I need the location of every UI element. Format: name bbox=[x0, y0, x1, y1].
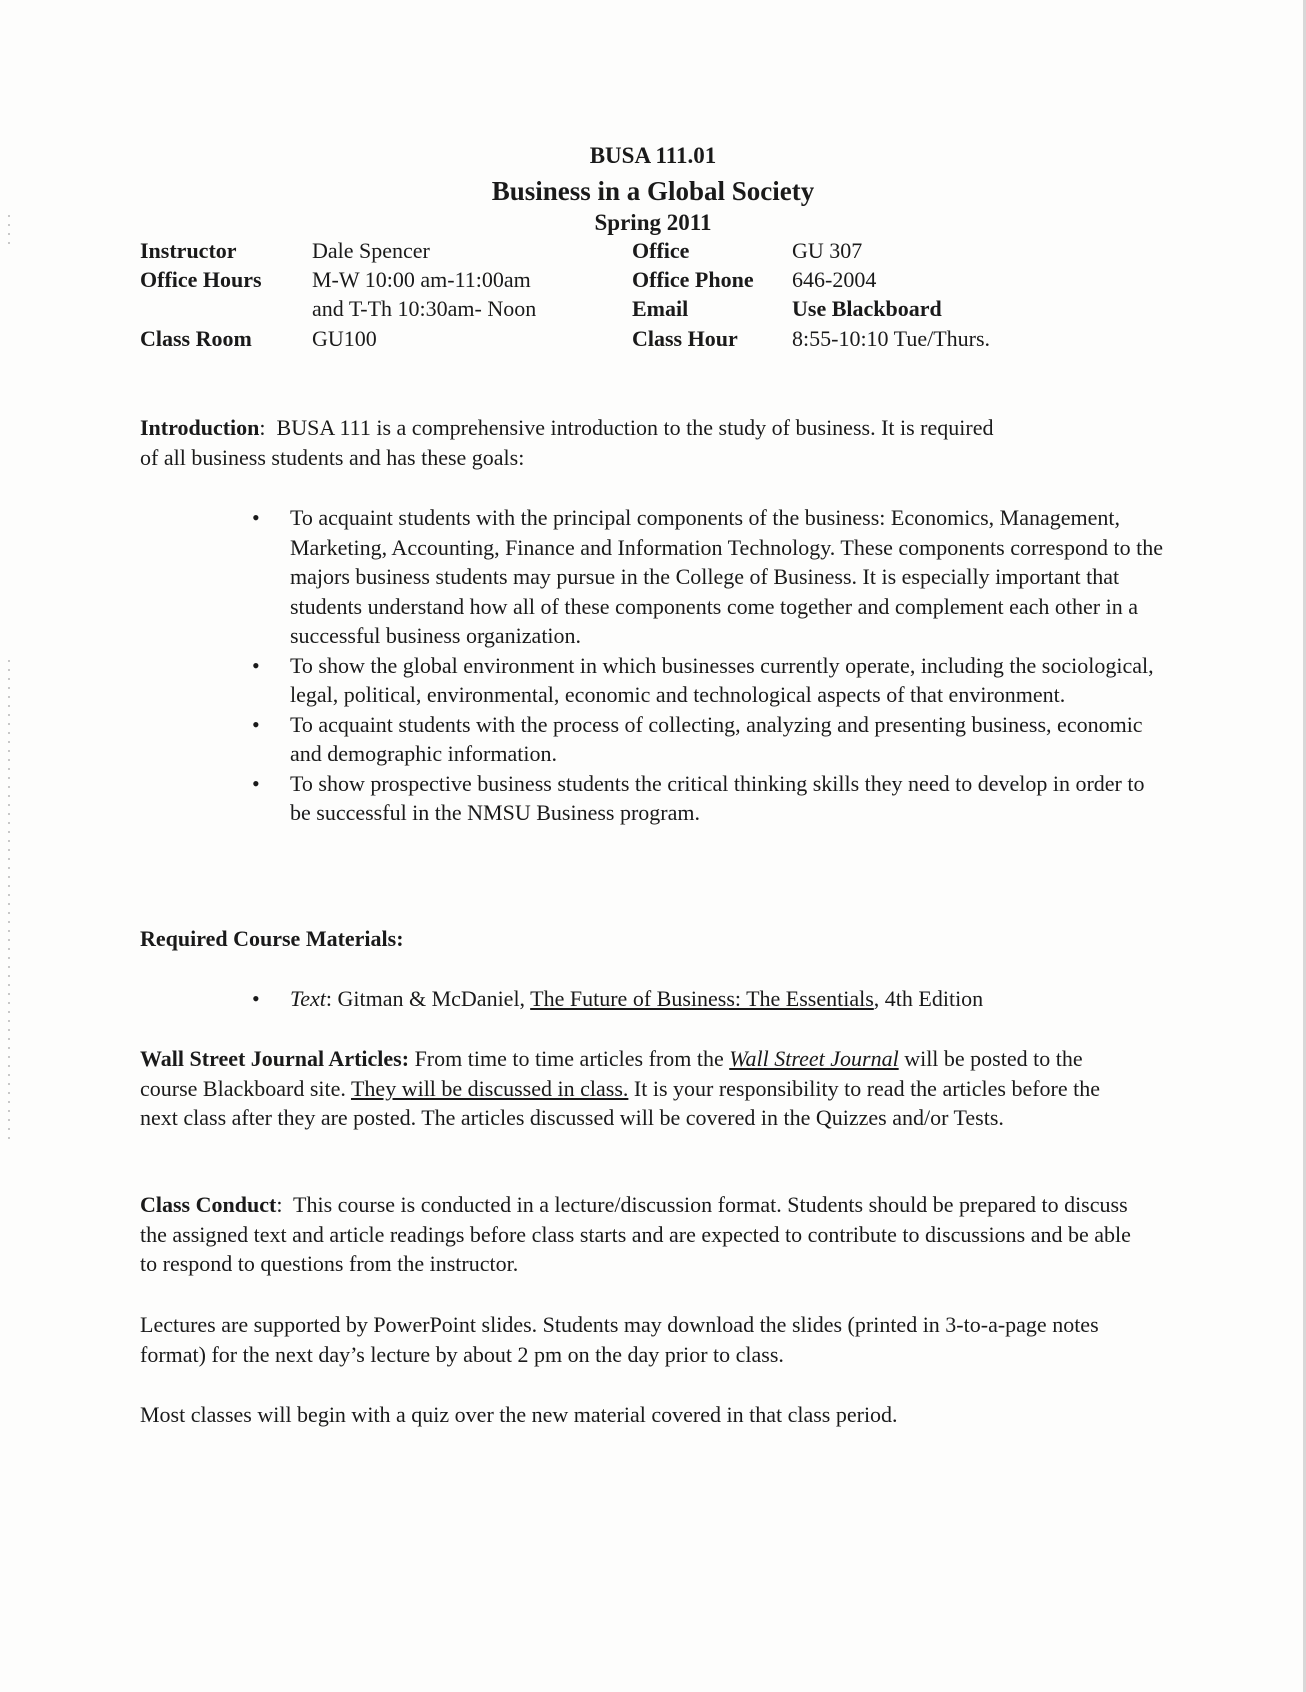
goals-list bbox=[250, 503, 1170, 828]
instructor-label: Instructor bbox=[140, 238, 237, 263]
introduction-heading: Introduction bbox=[140, 415, 260, 440]
list-item: • To show the global environment in which businesses currently operate, including the sociological, legal, political, environmental, economic and technological aspects of that environment. bbox=[252, 652, 1154, 707]
wsj-paragraph: Wall Street Journal Articles: From time to time articles from the Wall Street Journal will be posted to the course Blackboard site. They will be discussed in class. It is your responsibility to read the articles before the next class after they are posted. The articles discussed will be covered in the Quizzes and/or Tests. bbox=[140, 1046, 1101, 1130]
lectures-paragraph: Lectures are supported by PowerPoint slides. Students may download the slides (printed in 3-to-a-page notes format) for the next day’s lecture by about 2 pm on the day prior to class. bbox=[140, 1312, 1099, 1367]
office-label: Office bbox=[632, 238, 690, 263]
introduction-text-2: of all business students and has these goals: bbox=[140, 444, 525, 470]
course-title: Business in a Global Society bbox=[491, 176, 815, 206]
introduction-text: BUSA 111 is a comprehensive introduction to the study of business. It is required bbox=[276, 415, 994, 440]
bullet-icon: • bbox=[252, 711, 260, 737]
book-authors: Gitman & McDaniel, bbox=[337, 986, 526, 1011]
materials-heading: Required Course Materials: bbox=[140, 926, 404, 951]
wsj-heading: Wall Street Journal Articles: bbox=[140, 1046, 410, 1071]
journal-name: Wall Street Journal bbox=[729, 1046, 899, 1071]
materials-list bbox=[250, 984, 1170, 1014]
instructor-value: Dale Spencer bbox=[312, 238, 430, 263]
email-value: Use Blackboard bbox=[792, 296, 942, 321]
class-room-label: Class Room bbox=[140, 326, 252, 351]
class-hour-value: 8:55-10:10 Tue/Thurs. bbox=[792, 326, 991, 351]
bullet-icon: • bbox=[252, 770, 260, 796]
introduction-paragraph: Introduction: BUSA 111 is a comprehensive introduction to the study of business. It is required of all business students and has these goals: bbox=[140, 415, 994, 470]
conduct-heading: Class Conduct bbox=[140, 1192, 277, 1217]
quizzes-paragraph: Most classes will begin with a quiz over the new material covered in that class period. bbox=[140, 1402, 898, 1427]
text-label: Text bbox=[290, 986, 326, 1011]
list-item: • Text: Gitman & McDaniel, The Future of Business: The Essentials, 4th Edition bbox=[250, 984, 1170, 1014]
materials-heading-paragraph bbox=[140, 924, 1140, 954]
office-phone-label: Office Phone bbox=[632, 267, 754, 292]
conduct-paragraph: Class Conduct: This course is conducted in a lecture/discussion format. Students should be prepared to discuss the assigned text and article readings before class starts and are expected to contribute to discussions and be able to respond to questions from the instructor. bbox=[140, 1192, 1131, 1276]
list-item: • To show prospective business students the critical thinking skills they need to develop in order to be successful in the NMSU Business program. bbox=[252, 770, 1145, 825]
office-hours-line1: M-W 10:00 am-11:00am bbox=[312, 267, 531, 292]
class-hour-label: Class Hour bbox=[632, 326, 738, 351]
class-room-value: GU100 bbox=[312, 326, 377, 351]
office-hours-line2: and T-Th 10:30am- Noon bbox=[312, 296, 537, 321]
office-hours-label: Office Hours bbox=[140, 267, 262, 292]
book-title: The Future of Business: The Essentials bbox=[530, 986, 874, 1011]
course-code: BUSA 111.01 bbox=[589, 143, 717, 168]
bullet-icon: • bbox=[252, 505, 260, 530]
office-value: GU 307 bbox=[792, 238, 863, 263]
bullet-icon: • bbox=[252, 652, 260, 678]
office-phone-value: 646-2004 bbox=[792, 267, 877, 292]
wsj-underlined: They will be discussed in class. bbox=[350, 1075, 629, 1101]
list-item: • To acquaint students with the process of collecting, analyzing and presenting business, economic and demographic information. bbox=[252, 711, 1143, 766]
bullet-icon: • bbox=[252, 986, 260, 1011]
list-item: • To acquaint students with the principal components of the business: Economics, Management, Marketing, Accounting, Finance and Information Technology. These components correspond to the majors business students may pursue in the College of Business. It is especially important that students understand how all of these components come together and complement each other in a successful business organization. bbox=[252, 505, 1163, 648]
book-edition: , 4th Edition bbox=[873, 986, 984, 1011]
email-label: Email bbox=[632, 296, 689, 321]
margin-mark bbox=[8, 660, 10, 1140]
course-term: Spring 2011 bbox=[594, 210, 712, 235]
